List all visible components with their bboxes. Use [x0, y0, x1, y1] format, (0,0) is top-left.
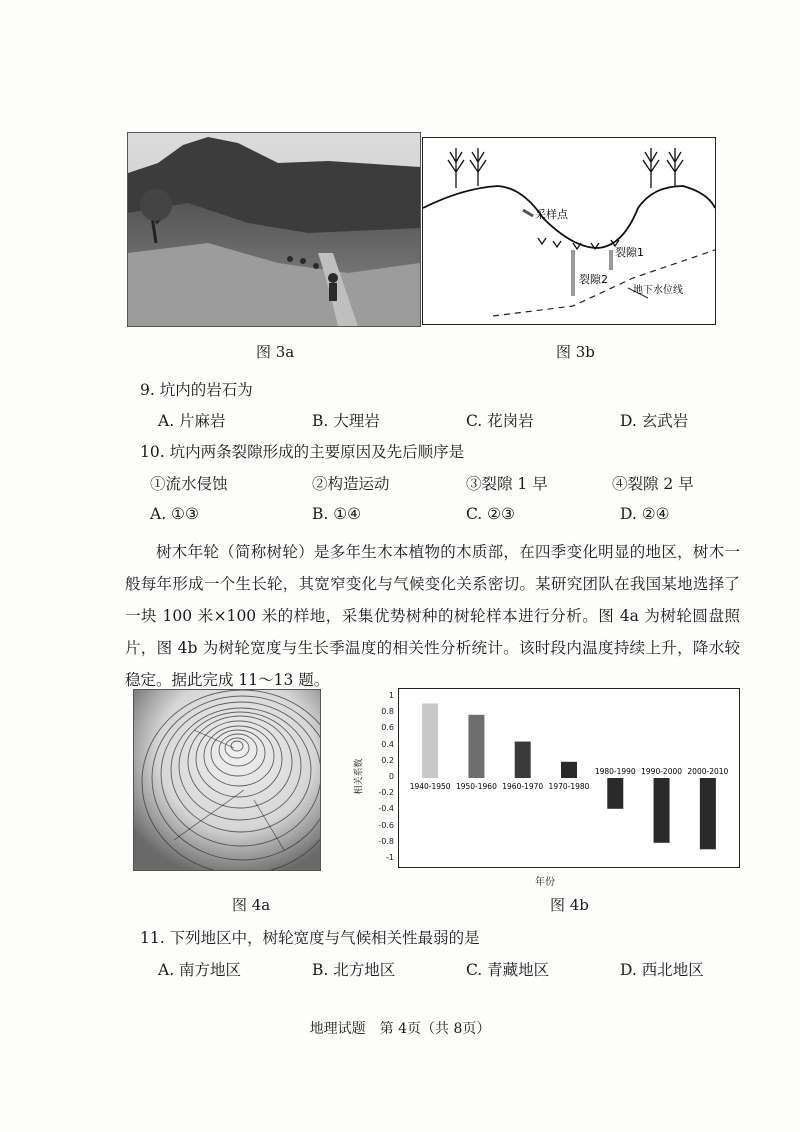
chart-y-axis-labels: [360, 680, 396, 870]
bar-1960-1970: [515, 742, 531, 778]
y-tick-0.4: 0.4: [381, 739, 394, 749]
q11-option-b[interactable]: B. 北方地区: [312, 961, 396, 979]
category-label-1940-1950: 1940-1950: [409, 782, 451, 791]
q10-option-d[interactable]: D. ②④: [620, 505, 670, 523]
category-label-1970-1980: 1970-1980: [548, 782, 590, 791]
q10-item-2: ②构造运动: [312, 475, 390, 493]
y-tick--1: -1: [386, 853, 394, 862]
bar-1940-1950: [422, 703, 438, 778]
q11-option-d[interactable]: D. 西北地区: [620, 961, 704, 979]
question-9-stem: 9. 坑内的岩石为: [140, 381, 253, 399]
category-label-1980-1990: 1980-1990: [594, 767, 636, 776]
chart-ylabel: 相关系数: [354, 758, 365, 795]
y-tick-0: 0: [388, 772, 394, 781]
q10-item-4: ④裂隙 2 早: [612, 475, 694, 493]
question-10-stem: 10. 坑内两条裂隙形成的主要原因及先后顺序是: [140, 443, 465, 461]
y-tick-0.2: 0.2: [381, 755, 394, 765]
q10-option-c[interactable]: C. ②③: [466, 505, 515, 523]
bar-1950-1960: [468, 715, 484, 778]
page-footer: 地理试题 第 4页（共 8页）: [309, 1021, 491, 1037]
q10-item-3: ③裂隙 1 早: [466, 475, 548, 493]
tree-ring-disc-photo: [133, 689, 321, 871]
fig3a-caption: 图 3a: [256, 343, 295, 361]
tree-ring-passage: 树木年轮（简称树轮）是多年生木本植物的木质部，在四季变化明显的地区，树木一般每年形成一个生长轮，其宽窄变化与气候变化关系密切。某研究团队在我国某地选择了一块 100 米×100 米的样地，采集优势树种的树轮样本进行分析。图 4a 为树轮圆盘照片，图 4b 为树轮宽度与生长季温度的相关性分析统计。该时段内温度持续上升，降水较稳定。据此完成 11～13 题。: [125, 543, 740, 689]
y-tick--0.8: -0.8: [378, 836, 394, 846]
fig4a-caption: 图 4a: [232, 896, 271, 914]
bar-1990-2000: [654, 778, 670, 843]
bar-1980-1990: [607, 778, 623, 809]
category-label-1950-1960: 1950-1960: [455, 782, 497, 791]
q11-option-c[interactable]: C. 青藏地区: [466, 961, 550, 979]
chart-canvas: [399, 689, 739, 867]
q9-option-c[interactable]: C. 花岗岩: [466, 412, 534, 430]
category-label-1960-1970: 1960-1970: [502, 782, 544, 791]
q9-option-a[interactable]: A. 片麻岩: [158, 412, 226, 430]
q9-option-d[interactable]: D. 玄武岩: [620, 412, 689, 430]
hillside-photo: [127, 132, 421, 327]
crack2-label: 裂隙2: [579, 273, 608, 286]
category-label-1990-2000: 1990-2000: [641, 767, 683, 776]
q11-option-a[interactable]: A. 南方地区: [158, 961, 242, 979]
fig3b-caption: 图 3b: [556, 343, 595, 361]
y-tick-1: 1: [388, 691, 394, 700]
crack1-label: 裂隙1: [615, 246, 644, 259]
question-11-stem: 11. 下列地区中，树轮宽度与气候相关性最弱的是: [140, 929, 480, 947]
groundwater-label: 地下水位线: [633, 285, 683, 296]
q10-option-b[interactable]: B. ①④: [312, 505, 362, 523]
y-tick-0.6: 0.6: [381, 723, 394, 733]
correlation-bar-chart: [398, 688, 740, 868]
fig4b-caption: 图 4b: [550, 896, 589, 914]
category-label-2000-2010: 2000-2010: [687, 767, 729, 776]
y-tick--0.6: -0.6: [378, 820, 394, 830]
q10-item-1: ①流水侵蚀: [150, 475, 228, 493]
q10-option-a[interactable]: A. ①③: [150, 505, 199, 523]
bar-2000-2010: [700, 778, 716, 849]
y-tick-0.8: 0.8: [381, 707, 394, 717]
y-tick--0.4: -0.4: [378, 804, 394, 814]
bar-1970-1980: [561, 762, 577, 778]
y-tick--0.2: -0.2: [378, 788, 394, 798]
sample-point-label: 采样点: [535, 208, 568, 221]
q9-option-b[interactable]: B. 大理岩: [312, 412, 380, 430]
valley-cross-section-diagram: [422, 137, 716, 325]
chart-xlabel: 年份: [535, 877, 555, 888]
